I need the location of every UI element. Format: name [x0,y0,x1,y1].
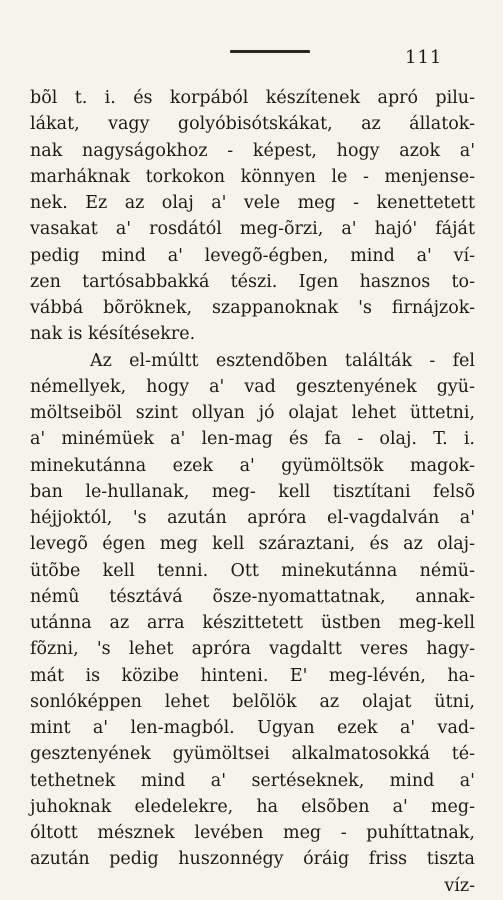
text-line: zen tartósabbakká tészi. Igen hasznos to- [30,271,475,292]
text-line: fõzni, 's lehet apróra vagdaltt veres hagy- [30,639,475,660]
text-line: marháknak torkokon könnyen le - menjense- [30,166,475,187]
text-line: mint a' len-magból. Ugyan ezek a' vad- [30,718,475,738]
text-line: óltott mésznek levében meg - puhíttatnak, [30,823,475,843]
text-line: nak nagyságokhoz - képest, hogy azok a' [30,140,475,161]
text-line: bõl t. i. és korpából készítenek apró pilu- [30,88,475,108]
header-rule [230,50,310,53]
page-number: 111 [405,47,443,68]
text-line: sonlóképpen lehet belõlök az olajat ütni, [30,691,475,712]
text-line: nek. Ez az olaj a' vele meg - kenettetett [30,193,475,213]
text-line: vábbá bõröknek, szappanoknak 's firnájzok- [30,298,475,318]
text-line: mát is közibe hinteni. E' meg-lévén, ha- [30,665,475,686]
text-line: juhoknak eledelekre, ha elsõben a' meg- [30,796,475,817]
body-text [30,85,475,899]
text-line: vasakat a' rosdától meg-õrzi, a' hajó' fáját [30,219,475,240]
text-line: gesztenyének gyümöltsei alkalmatosokká té- [30,744,475,765]
text-line: a' minémüek a' len-mag és fa - olaj. T. i. [30,429,475,450]
text-line: némû tésztává õsze-nyomattatnak, annak- [30,586,475,607]
paragraph-start-line: Az el-múltt esztendõben találták - fel [90,350,475,371]
text-line: nak is késítésekre. [30,324,196,345]
text-line: pedig mind a' levegõ-égben, mind a' ví- [30,245,475,266]
text-line: ütõbe kell tenni. Ott minekutánna némü- [30,560,475,581]
text-line: héjjoktól, 's azután apróra el-vagdalván a' [30,508,475,528]
catchword: víz- [444,875,475,896]
text-line: lákat, vagy golyóbisótskákat, az állatok- [30,114,475,135]
text-line: utánna az arra készittetett üstben meg-kell [30,613,475,633]
text-line: tethetnek mind a' sertéseknek, mind a' [30,770,475,791]
text-line: azután pedig huszonnégy óráig friss tiszta [30,849,475,870]
text-line: némellyek, hogy a' vad gesztenyének gyü- [30,376,475,397]
text-line: ban le-hullanak, meg- kell tisztítani felsõ [30,481,475,502]
text-line: minekutánna ezek a' gyümöltsök magok- [30,455,475,476]
text-line: levegõ égen meg kell száraztani, és az olaj- [30,534,475,555]
text-line: möltseiböl szint ollyan jó olajat lehet üttetni, [30,403,475,423]
